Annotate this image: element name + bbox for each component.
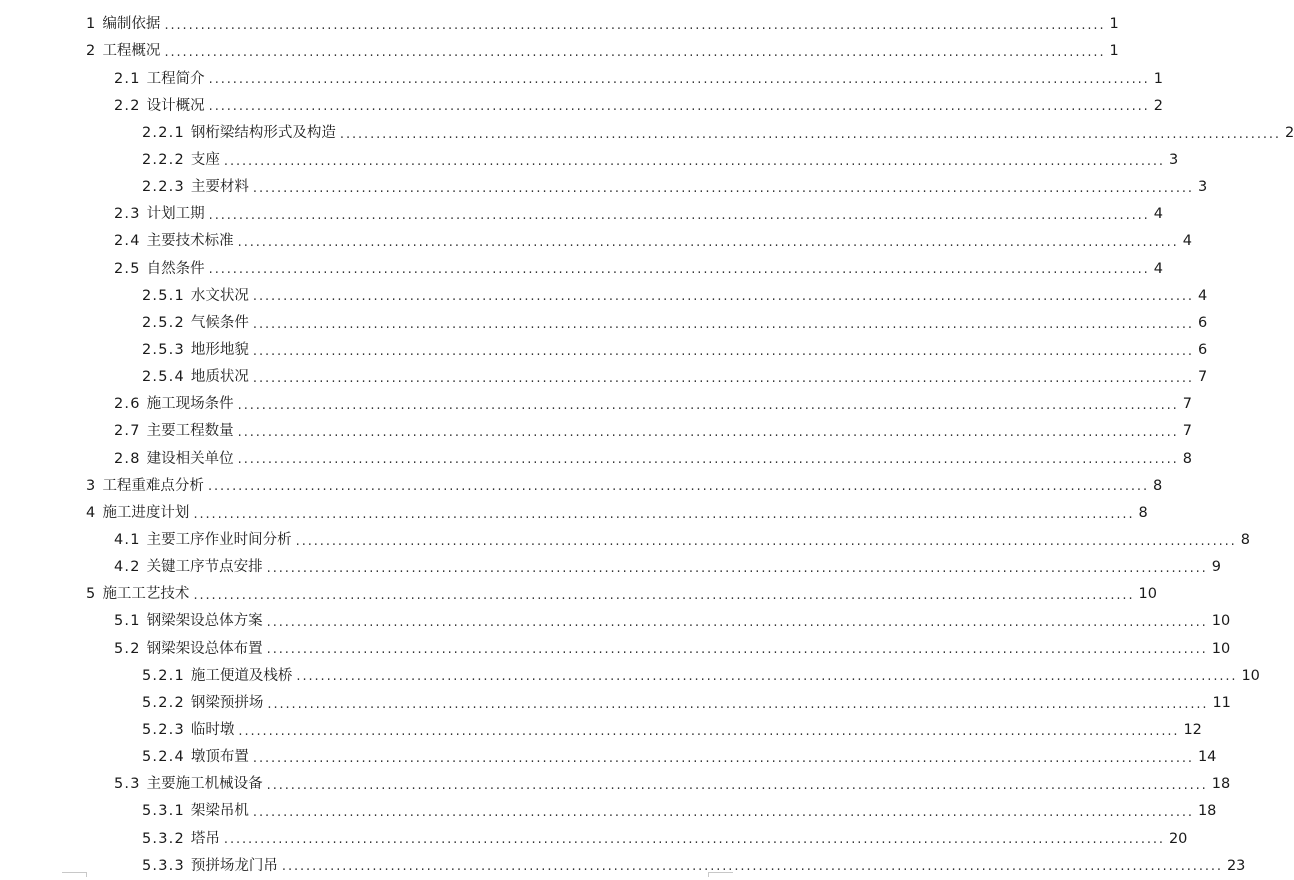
toc-entry-title: 地质状况 <box>190 369 249 386</box>
toc-entry[interactable] <box>0 852 1246 879</box>
toc-entry-number: 5.2.1 <box>142 667 185 684</box>
toc-entry-number: 5.2.3 <box>142 721 185 738</box>
toc-entry[interactable] <box>0 337 1208 364</box>
toc-entry-page: 9 <box>1211 559 1221 576</box>
dot-leader: ............................................................................................................................................................ <box>237 398 1179 414</box>
toc-entry-number: 2 <box>86 43 97 60</box>
dot-leader: ............................................................................................................................................................ <box>237 425 1179 441</box>
toc-entry-number: 5.2.4 <box>142 749 185 766</box>
toc-entry-title: 主要工程数量 <box>146 423 234 440</box>
dot-leader: ............................................................................................................................................................ <box>296 669 1238 685</box>
toc-entry[interactable] <box>0 472 1163 499</box>
toc-entry-page: 7 <box>1182 396 1192 413</box>
toc-entry-number: 2.1 <box>114 70 141 87</box>
toc-entry-page: 4 <box>1197 287 1208 304</box>
toc-entry[interactable] <box>0 255 1163 282</box>
toc-entry-title: 关键工序节点安排 <box>146 559 263 576</box>
toc-entry-page: 8 <box>1138 504 1148 521</box>
toc-entry-title: 工程概况 <box>102 43 161 60</box>
toc-entry[interactable] <box>0 418 1192 445</box>
toc-entry-number: 5.3.1 <box>142 803 185 820</box>
toc-entry-number: 2.7 <box>114 423 141 440</box>
toc-entry-title: 施工工艺技术 <box>102 586 190 603</box>
dot-leader: ............................................................................................................................................................ <box>266 778 1208 793</box>
dot-leader: ............................................................................................................................................................ <box>208 262 1150 278</box>
toc-entry[interactable] <box>0 662 1260 689</box>
toc-entry-page: 1 <box>1109 43 1119 60</box>
toc-entry-page: 8 <box>1152 477 1163 494</box>
toc-entry-number: 5.2.2 <box>142 694 185 711</box>
toc-entry-page: 10 <box>1211 640 1231 657</box>
toc-entry[interactable] <box>0 717 1202 744</box>
toc-entry-title: 气候条件 <box>190 314 249 331</box>
toc-entry-title: 工程简介 <box>146 70 205 87</box>
dot-leader: ............................................................................................................................................................ <box>238 723 1180 739</box>
toc-entry-title: 支座 <box>190 152 220 169</box>
toc-entry[interactable] <box>0 391 1192 418</box>
toc-entry-number: 2.5.3 <box>142 342 185 358</box>
toc-entry-number: 2.3 <box>114 206 141 223</box>
toc-entry[interactable] <box>0 608 1231 635</box>
toc-entry-title: 工程重难点分析 <box>102 477 204 494</box>
dot-leader: ............................................................................................................................................................ <box>252 316 1194 332</box>
toc-entry-page: 8 <box>1182 450 1192 467</box>
toc-entry[interactable] <box>0 500 1148 527</box>
toc-entry-page: 1 <box>1153 70 1163 87</box>
toc-entry-page: 10 <box>1211 613 1231 630</box>
toc-entry-title: 钢桁梁结构形式及构造 <box>190 124 336 141</box>
toc-entry-number: 5.1 <box>114 613 141 630</box>
toc-entry-title: 设计概况 <box>146 97 205 114</box>
toc-entry-page: 7 <box>1197 369 1208 386</box>
toc-entry-number: 5.3 <box>114 776 141 793</box>
toc-entry-title: 水文状况 <box>190 287 249 304</box>
dot-leader: ............................................................................................................................................................ <box>208 99 1150 115</box>
toc-entry[interactable] <box>0 174 1208 201</box>
toc-entry[interactable] <box>0 120 1294 147</box>
toc-entry-number: 5.3.2 <box>142 830 185 847</box>
dot-leader: ............................................................................................................................................................ <box>252 805 1194 821</box>
dot-leader: ............................................................................................................................................................ <box>252 370 1194 386</box>
dot-leader: ............................................................................................................................................................ <box>252 180 1194 196</box>
toc-entry-title: 主要工序作业时间分析 <box>146 531 292 548</box>
toc-entry-page: 23 <box>1226 857 1246 874</box>
toc-entry-title: 施工便道及栈桥 <box>190 667 293 684</box>
toc-entry-number: 2.8 <box>114 450 141 467</box>
toc-entry[interactable] <box>0 771 1231 798</box>
toc-entry-title: 主要材料 <box>190 179 249 196</box>
toc-entry[interactable] <box>0 282 1208 309</box>
toc-entry-number: 1 <box>86 16 97 33</box>
toc-entry-page: 20 <box>1168 830 1188 847</box>
toc-entry[interactable] <box>0 581 1157 608</box>
dot-leader: ............................................................................................................................................................ <box>193 588 1135 604</box>
toc-entry[interactable] <box>0 147 1179 174</box>
toc-entry-number: 2.2 <box>114 97 141 114</box>
dot-leader: ............................................................................................................................................................ <box>207 479 1149 495</box>
toc-entry-page: 1 <box>1109 16 1119 33</box>
toc-entry-title: 编制依据 <box>102 16 161 33</box>
toc-entry-title: 地形地貌 <box>190 342 249 358</box>
toc-entry-title: 计划工期 <box>146 206 205 223</box>
toc-entry[interactable] <box>0 201 1163 228</box>
toc-entry[interactable] <box>0 310 1208 337</box>
toc-entry-number: 2.5.4 <box>142 369 185 386</box>
dot-leader: ............................................................................................................................................................ <box>208 72 1150 88</box>
page-corner-mark-left <box>62 872 87 877</box>
dot-leader: ............................................................................................................................................................ <box>164 45 1106 61</box>
toc-entry-title: 钢梁架设总体布置 <box>146 640 263 657</box>
toc-entry-page: 10 <box>1138 586 1157 603</box>
toc-entry-number: 5.3.3 <box>142 857 185 874</box>
toc-entry-number: 4.1 <box>114 531 141 548</box>
toc-entry[interactable] <box>0 92 1163 119</box>
toc-entry-title: 钢梁预拼场 <box>190 694 264 711</box>
toc-entry-number: 2.5 <box>114 260 141 277</box>
toc-entry-number: 5.2 <box>114 640 141 657</box>
toc-entry-page: 3 <box>1168 152 1179 169</box>
table-of-contents <box>0 11 1294 880</box>
toc-entry[interactable] <box>0 527 1250 554</box>
dot-leader: ............................................................................................................................................................ <box>281 859 1223 875</box>
toc-entry[interactable] <box>0 38 1119 65</box>
toc-entry-page: 18 <box>1197 803 1217 820</box>
toc-entry-number: 2.5.1 <box>142 287 185 304</box>
toc-entry-page: 11 <box>1212 694 1231 711</box>
toc-entry-page: 18 <box>1211 776 1231 793</box>
toc-entry-page: 8 <box>1240 531 1250 548</box>
toc-entry-number: 2.6 <box>114 396 141 413</box>
toc-entry-page: 4 <box>1153 206 1163 223</box>
toc-entry-title: 施工现场条件 <box>146 396 234 413</box>
toc-entry-page: 6 <box>1197 314 1208 331</box>
toc-entry-title: 钢梁架设总体方案 <box>146 613 263 630</box>
dot-leader: ............................................................................................................................................................ <box>223 832 1165 848</box>
toc-entry-title: 塔吊 <box>190 830 220 847</box>
toc-entry-number: 5 <box>86 586 97 603</box>
toc-entry[interactable] <box>0 65 1163 92</box>
toc-entry-page: 14 <box>1197 749 1217 766</box>
toc-entry-number: 2.4 <box>114 233 141 250</box>
toc-entry[interactable] <box>0 798 1217 825</box>
toc-entry-page: 4 <box>1182 233 1192 250</box>
dot-leader: ............................................................................................................................................................ <box>252 289 1194 305</box>
toc-entry-number: 2.5.2 <box>142 314 185 331</box>
dot-leader: ............................................................................................................................................................ <box>208 208 1150 224</box>
toc-entry[interactable] <box>0 554 1221 581</box>
toc-entry-title: 施工进度计划 <box>102 504 190 521</box>
dot-leader: ............................................................................................................................................................ <box>266 642 1208 658</box>
toc-entry-page: 6 <box>1197 342 1208 358</box>
toc-entry[interactable] <box>0 635 1231 662</box>
dot-leader: ............................................................................................................................................................ <box>223 153 1165 169</box>
toc-entry-title: 主要技术标准 <box>146 233 234 250</box>
toc-entry-page: 2 <box>1284 124 1294 141</box>
toc-entry[interactable] <box>0 445 1192 472</box>
dot-leader: ............................................................................................................................................................ <box>164 18 1106 34</box>
toc-entry-page: 7 <box>1182 423 1192 440</box>
toc-entry-page: 4 <box>1153 260 1163 277</box>
toc-entry-number: 2.2.3 <box>142 179 185 196</box>
toc-entry[interactable] <box>0 11 1119 38</box>
toc-entry-number: 4 <box>86 504 97 521</box>
toc-entry-title: 主要施工机械设备 <box>146 776 263 793</box>
dot-leader: ............................................................................................................................................................ <box>252 750 1194 766</box>
dot-leader: ............................................................................................................................................................ <box>295 533 1237 549</box>
dot-leader: ............................................................................................................................................................ <box>237 452 1179 468</box>
dot-leader: ............................................................................................................................................................ <box>252 343 1194 359</box>
dot-leader: ............................................................................................................................................................ <box>193 506 1135 522</box>
toc-entry-page: 3 <box>1197 179 1208 196</box>
toc-entry-title: 建设相关单位 <box>146 450 234 467</box>
toc-entry-page: 12 <box>1183 721 1202 738</box>
toc-entry-title: 架梁吊机 <box>190 803 249 820</box>
dot-leader: ............................................................................................................................................................ <box>237 235 1179 251</box>
toc-entry[interactable] <box>0 690 1231 717</box>
toc-entry-page: 2 <box>1153 97 1163 114</box>
dot-leader: ............................................................................................................................................................ <box>266 560 1208 576</box>
toc-entry-number: 2.2.2 <box>142 152 185 169</box>
toc-entry-number: 2.2.1 <box>142 124 185 141</box>
toc-entry[interactable] <box>0 228 1192 255</box>
toc-entry[interactable] <box>0 364 1208 391</box>
toc-entry-title: 预拼场龙门吊 <box>190 857 278 874</box>
toc-entry-number: 3 <box>86 477 97 494</box>
dot-leader: ............................................................................................................................................................ <box>339 126 1281 142</box>
toc-entry-page: 10 <box>1241 667 1260 684</box>
toc-entry-number: 4.2 <box>114 559 141 576</box>
page-corner-mark-right <box>708 872 733 877</box>
toc-entry-title: 临时墩 <box>190 721 235 738</box>
dot-leader: ............................................................................................................................................................ <box>267 696 1209 712</box>
dot-leader: ............................................................................................................................................................ <box>266 615 1208 631</box>
toc-entry[interactable] <box>0 825 1188 852</box>
toc-entry-title: 墩顶布置 <box>190 749 249 766</box>
toc-entry[interactable] <box>0 744 1217 771</box>
toc-entry-title: 自然条件 <box>146 260 205 277</box>
